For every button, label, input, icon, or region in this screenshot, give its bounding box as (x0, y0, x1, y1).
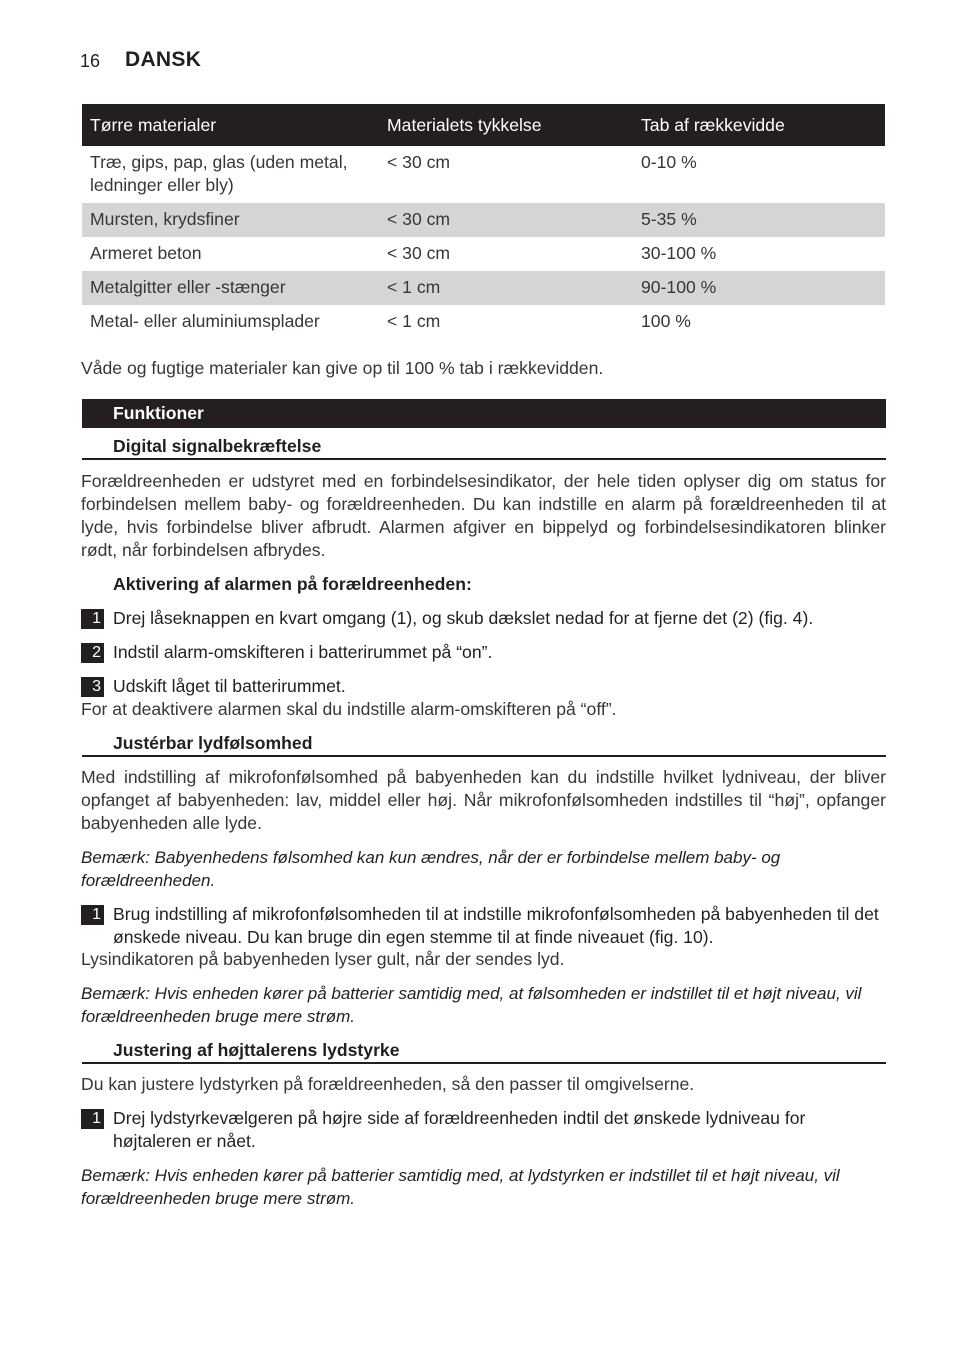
table-row (82, 305, 885, 339)
table-cell: < 30 cm (387, 243, 451, 263)
volume-note: Bemærk: Hvis enheden kører på batterier samtidig med, at lydstyrken er indstillet til et højt niveau, vil forældreenheden bruge mere strøm. (81, 1166, 840, 1208)
subsection-title-digital: Digital signalbekræftelse (82, 434, 886, 460)
table-cell: Armeret beton (90, 243, 202, 263)
table-cell: 0-10 % (641, 152, 697, 172)
deactivate-text: For at deaktivere alarmen skal du indstille alarm-omskifteren på “off”. (81, 699, 617, 719)
materials-table (82, 104, 885, 339)
page-number: 16 (80, 51, 101, 71)
table-cell: 5-35 % (633, 203, 885, 237)
activation-title: Aktivering af alarmen på forældreenheden: (113, 574, 472, 594)
volume-body: Du kan justere lydstyrken på forældreenheden, så den passer til omgivelserne. (81, 1074, 695, 1094)
table-cell: < 1 cm (379, 271, 633, 305)
subsection-title-sensitivity: Justérbar lydfølsomhed (82, 731, 886, 757)
table-cell: 90-100 % (633, 271, 885, 305)
table-cell: Metalgitter eller -stænger (82, 271, 379, 305)
table-cell: 30-100 % (641, 243, 717, 263)
step-number: 1 (81, 905, 104, 925)
table-row (82, 271, 885, 305)
column-header-material: Tørre materialer (82, 104, 379, 146)
step-item (81, 641, 886, 664)
step-item (81, 675, 886, 698)
step-number: 1 (81, 1109, 104, 1129)
step-text: Drej låseknappen en kvart omgang (1), og skub dækslet nedad for at fjerne det (2) (fig. 4). (113, 608, 814, 628)
table-cell: < 1 cm (387, 311, 441, 331)
step-text: Indstil alarm-omskifteren i batterirummet på “on”. (113, 642, 493, 662)
subsection-title-volume: Justering af højttalerens lydstyrke (82, 1038, 886, 1064)
step-item (81, 1107, 886, 1153)
battery-note: Bemærk: Hvis enheden kører på batterier samtidig med, at følsomheden er indstillet til et højt niveau, vil forældreenheden bruge mere strøm. (81, 984, 862, 1026)
step-number: 1 (81, 609, 104, 629)
step-text: Brug indstilling af mikrofonfølsomheden til at indstille mikrofonfølsomheden på babyenheden til det ønskede niveau. Du kan bruge din egen stemme til at finde niveauet (fig. 10). (113, 904, 879, 947)
language-heading: DANSK (125, 48, 202, 71)
digital-body: Forældreenheden er udstyret med en forbindelsesindikator, der hele tiden oplyser dig om status for forbindelsen mellem baby- og forældreenheden. Du kan indstille en alarm på forældreenheden til at lyde, hvis forbindelse bliver afbrudt. Alarmen afgiver en bippelyd og forbindelsesindikatoren blinker rødt, når forbindelsen afbrydes. (81, 471, 886, 560)
sensitivity-body: Med indstilling af mikrofonfølsomhed på babyenheden kan du indstille hvilket lydniveau, der bliver opfanget af babyenheden: lav, middel eller høj. Når mikrofonfølsomheden indstilles til “høj”, opfanger babyenheden alle lyde. (81, 767, 886, 833)
table-cell: < 30 cm (379, 203, 633, 237)
table-cell: < 30 cm (387, 152, 451, 172)
table-header-row (82, 104, 885, 146)
step-item (81, 607, 886, 630)
column-header-thickness: Materialets tykkelse (379, 104, 633, 146)
table-row (82, 203, 885, 237)
table-cell: Træ, gips, pap, glas (uden metal, ledninger eller bly) (90, 152, 348, 195)
step-item (81, 903, 886, 949)
table-cell: Mursten, krydsfiner (82, 203, 379, 237)
column-header-range-loss: Tab af rækkevidde (633, 104, 885, 146)
table-row (82, 237, 885, 271)
step-text: Udskift låget til batterirummet. (113, 676, 346, 696)
table-cell: Metal- eller aluminiumsplader (90, 311, 320, 331)
step-number: 3 (81, 677, 104, 697)
indicator-text: Lysindikatoren på babyenheden lyser gult, når der sendes lyd. (81, 949, 565, 969)
table-cell: 100 % (641, 311, 691, 331)
step-number: 2 (81, 643, 104, 663)
section-title: Funktioner (82, 399, 886, 428)
table-row (82, 146, 885, 203)
wet-materials-note: Våde og fugtige materialer kan give op til 100 % tab i rækkevidden. (81, 358, 604, 378)
step-text: Drej lydstyrkevælgeren på højre side af forældreenheden indtil det ønskede lydniveau for højtaleren er nået. (113, 1108, 806, 1151)
sensitivity-note: Bemærk: Babyenhedens følsomhed kan kun ændres, når der er forbindelse mellem baby- og forældreenheden. (81, 848, 781, 890)
